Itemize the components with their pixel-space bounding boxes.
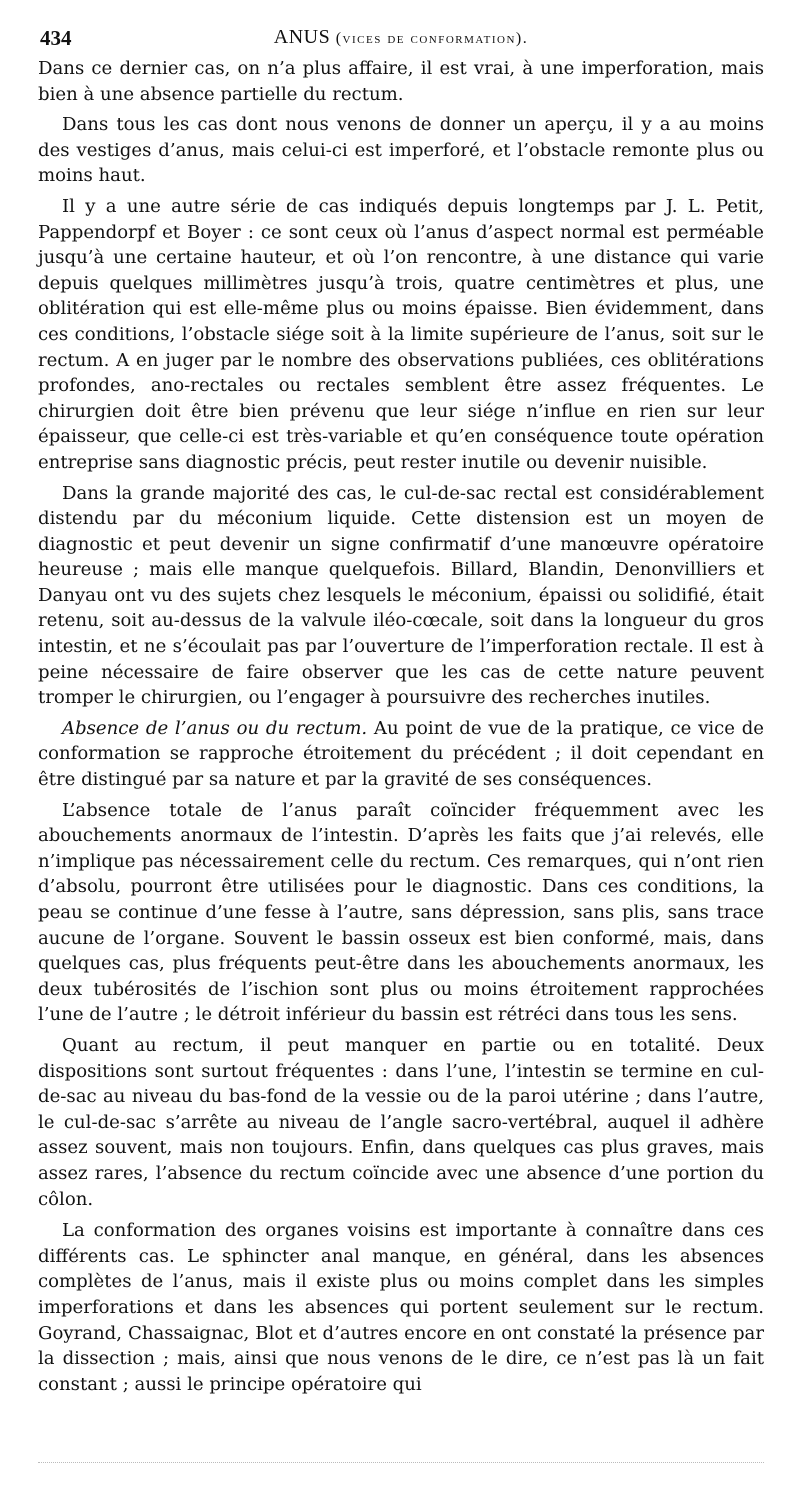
paragraph-8: La conformation des organes voisins est importante à connaître dans ces différents cas. Le sphincter anal manque, en général, dans les absences complètes de l’anus, mais il existe plus ou moins complet dans les simples imperforations et dans les absences qui portent seulement sur le rectum. Goyrand, Chassaignac, Blot et d’autres encore en ont constaté la présence par la dissection ; mais, ainsi que nous venons de le dire, ce n’est pas là un fait constant ; aussi le principe opératoire qui	[38, 1220, 764, 1395]
page-number: 434	[40, 26, 72, 50]
paragraph-2: Dans tous les cas dont nous venons de donner un aperçu, il y a au moins des vestiges d’anus, mais celui-ci est imperforé, et l’obstacle remonte plus ou moins haut.	[38, 114, 764, 187]
footer-rule	[38, 1462, 764, 1463]
paragraph-5-text: Au point de vue de la pratique, ce vice de conformation se rapproche étroitement du précédent ; il doit cependant en être distingué par sa nature et par la gravité de ses conséquences.	[38, 717, 764, 791]
paragraph-5	[38, 716, 764, 793]
paragraph-3: Il y a une autre série de cas indiqués depuis longtemps par J. L. Petit, Pappendorpf et Boyer : ce sont ceux où l’anus d’aspect normal est perméable jusqu’à une certaine hauteur, et où l’on rencontre, à une distance qui varie depuis quelques millimètres jusqu’à trois, quatre centimètres et plus, une oblitération qui est elle-même plus ou moins épaisse. Bien évidemment, dans ces conditions, l’obstacle siége soit à la limite supérieure de l’anus, soit sur le rectum. A en juger par le nombre des observations publiées, ces oblitérations profondes, ano-rectales ou rectales semblent être assez fréquentes. Le chirurgien doit être bien prévenu que leur siége n’influe en rien sur leur épaisseur, que celle-ci est très-variable et qu’en conséquence toute opération entreprise sans diagnostic précis, peut rester inutile ou devenir nuisible.	[38, 195, 764, 473]
paragraph-6: L’absence totale de l’anus paraît coïncider fréquemment avec les abouchements anormaux de l’intestin. D’après les faits que j’ai relevés, elle n’implique pas nécessairement celle du rectum. Ces remarques, qui n’ont rien d’absolu, pourront être utilisées pour le diagnostic. Dans ces conditions, la peau se continue d’une fesse à l’autre, sans dépression, sans plis, sans trace aucune de l’organe. Souvent le bassin osseux est bien conformé, mais, dans quelques cas, plus fréquents peut-être dans les abouchements anormaux, les deux tubérosités de l’ischion sont plus ou moins étroitement rapprochées l’une de l’autre ; le détroit inférieur du bassin est rétréci dans tous les sens.	[38, 799, 764, 1026]
page-header	[38, 22, 764, 56]
running-title-main: ANUS	[273, 26, 331, 48]
paragraph-4: Dans la grande majorité des cas, le cul-de-sac rectal est considérablement distendu par du méconium liquide. Cette distension est un moyen de diagnostic et peut devenir un signe confirmatif d’une manœuvre opératoire heureuse ; mais elle manque quelquefois. Billard, Blandin, Denonvilliers et Danyau ont vu des sujets chez lesquels le méconium, épaissi ou solidifié, était retenu, soit au-dessus de la valvule iléo-cœcale, soit dans la longueur du gros intestin, et ne s’écoulait pas par l’ouverture de l’imperforation rectale. Il est à peine nécessaire de faire observer que les cas de cette nature peuvent tromper le chirurgien, ou l’engager à poursuivre des recherches inutiles.	[38, 482, 764, 709]
paragraph-1: Dans ce dernier cas, on n’a plus affaire, il est vrai, à une imperforation, mais bien à une absence partielle du rectum.	[38, 58, 764, 105]
section-heading-italic: Absence de l’anus ou du rectum.	[62, 717, 368, 739]
running-title-sub: (vices de conformation).	[335, 30, 529, 47]
running-title	[38, 26, 764, 49]
book-page	[38, 22, 764, 1402]
body-text	[38, 56, 764, 1397]
paragraph-7: Quant au rectum, il peut manquer en partie ou en totalité. Deux dispositions sont surtout fréquentes : dans l’une, l’intestin se termine en cul-de-sac au niveau du bas-fond de la vessie ou de la paroi utérine ; dans l’autre, le cul-de-sac s’arrête au niveau de l’angle sacro-vertébral, auquel il adhère assez souvent, mais non toujours. Enfin, dans quelques cas plus graves, mais assez rares, l’absence du rectum coïncide avec une absence d’une portion du côlon.	[38, 1034, 764, 1210]
